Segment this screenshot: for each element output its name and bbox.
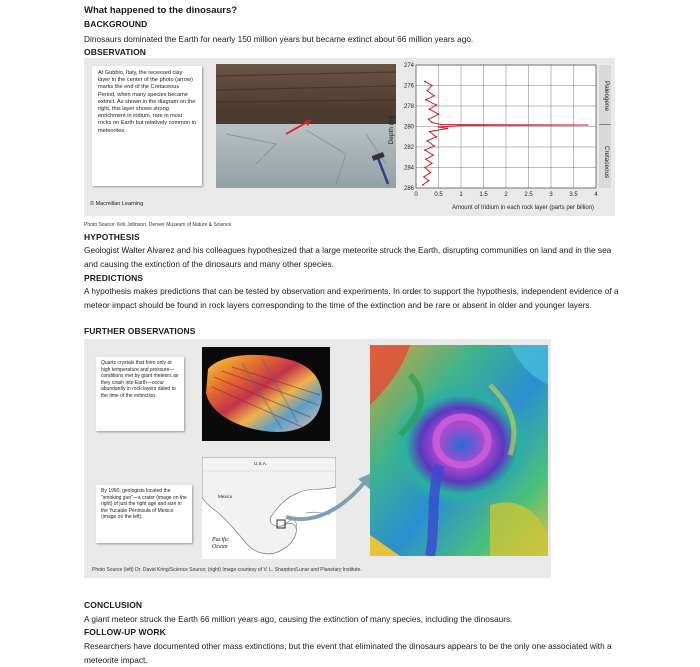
follow-up-text: Researchers have documented other mass extinctions, but the event that eliminated the dinosaurs appears to be the only one associated with a meteorite impact. <box>84 641 612 665</box>
chart-data-point <box>429 108 431 110</box>
chart-data-point <box>425 99 427 101</box>
chart-data-point <box>438 126 440 128</box>
crater-caption: By 1990, geologists located the "smoking gun"—a crater (image on the right) of just the right age and size in the Yucatán Peninsula of Mexico (image on the left). <box>96 485 192 543</box>
observation-figure <box>84 58 615 216</box>
chart-data-point <box>460 125 462 127</box>
chart-data-point <box>423 176 425 178</box>
hypothesis-text: Geologist Walter Alvarez and his colleagues hypothesized that a large meteorite struck the Earth, disrupting communities on land and in the sea and causing the extinction of the dinosaurs and many other species. <box>84 245 612 269</box>
chart-data-point <box>438 113 440 115</box>
chart-x-tick-label: 3 <box>549 192 553 198</box>
chart-data-point <box>433 145 435 147</box>
chart-y-tick-label: 286 <box>403 186 414 192</box>
chart-data-point <box>447 128 449 130</box>
conclusion-text: A giant meteor struck the Earth 66 million years ago, causing the extinction of many species, including the dinosaurs. <box>84 614 513 624</box>
chart-data-point <box>432 154 434 156</box>
chart-x-tick-label: 0 <box>414 192 418 198</box>
predictions-text: A hypothesis makes predictions that can be tested by observation and experiments. In order to support the hypothesis, independent evidence of a meteor impact should be found in rock layers corresponding to the time of the extinction and be rare or absent in older and younger layers. <box>84 286 619 310</box>
quartz-caption: Quartz crystals that form only at high temperature and pressure—conditions met by giant meteors as they crash into Earth—occur abundantly in rock layers dated to the time of the extinction. <box>96 357 184 431</box>
chart-x-tick-label: 0.5 <box>434 192 443 198</box>
page-title: What happened to the dinosaurs? <box>84 5 238 16</box>
chart-data-point <box>428 118 430 120</box>
background-text: Dinosaurs dominated the Earth for nearly 150 million years but became extinct about 66 million years ago. <box>84 34 474 44</box>
chart-y-tick-label: 274 <box>403 63 414 69</box>
chart-data-point <box>426 90 428 92</box>
chart-data-point <box>431 85 433 87</box>
chart-data-point <box>435 136 437 138</box>
further-observations-heading: FURTHER OBSERVATIONS <box>84 326 196 336</box>
chart-xlabel: Amount of Iridium in each rock layer (parts per billion) <box>451 205 595 211</box>
chart-y-tick-label: 276 <box>403 83 414 90</box>
chart-data-point <box>440 124 442 126</box>
chart-data-point <box>428 180 430 182</box>
chart-x-tick-label: 1.5 <box>479 192 488 198</box>
chart-data-point <box>431 163 433 165</box>
chart-x-tick-label: 1 <box>459 192 463 198</box>
chart-data-point <box>424 81 426 83</box>
chart-data-point <box>426 140 428 142</box>
chart-x-tick-label: 2.5 <box>524 192 533 198</box>
iridium-chart <box>384 60 615 218</box>
further-observations-figure <box>84 339 551 578</box>
copyright: © Macmillan Learning <box>90 201 144 207</box>
further-observations-photo-source: Photo Source (left) Dr. David Kring/Science Source; (right) Image courtesy of V. L. Sharpton/Lunar and Planetary Institute. <box>92 567 362 573</box>
chicxulub-crater-image <box>370 345 548 556</box>
map-label-mexico: Mexico <box>218 494 233 499</box>
chart-data-point <box>430 172 432 174</box>
shocked-quartz-photo <box>202 347 330 441</box>
observation-photo-source: Photo Source: Kirk Johnson, Denver Museum of Nature & Science. <box>84 222 233 228</box>
chart-data-point <box>424 167 426 169</box>
chart-data-point <box>424 149 426 151</box>
predictions-heading: PREDICTIONS <box>84 273 144 283</box>
map-label-usa: U.S.A. <box>254 461 268 466</box>
map-label-pacific: Pacific Ocean <box>212 537 229 550</box>
chart-x-tick-label: 2 <box>504 192 508 198</box>
background-heading: BACKGROUND <box>84 19 148 29</box>
chart-data-point <box>433 95 435 97</box>
chart-y-tick-label: 280 <box>403 124 414 131</box>
chart-data-point <box>586 124 588 126</box>
chart-y-tick-label: 278 <box>403 104 414 110</box>
chart-label-cretaceous: Cretaceous <box>603 145 610 179</box>
chart-data-point <box>435 104 437 106</box>
chart-data-point <box>431 122 433 124</box>
chart-data-point <box>425 158 427 160</box>
observation-caption: At Gubbio, Italy, the recessed clay layer in the center of the photo (arrow) marks the end of the Cretaceous Period, when many species became extinct. As shown in the diagram on the right, this layer shows strong enrichment in iridium, rare in most rocks on Earth but relatively common in meteorites. <box>92 66 202 186</box>
gubbio-photo <box>216 64 396 188</box>
chart-x-tick-label: 4 <box>594 192 598 198</box>
follow-up-heading: FOLLOW-UP WORK <box>84 627 166 637</box>
chart-ylabel: Depth (m) <box>388 115 395 145</box>
observation-heading: OBSERVATION <box>84 47 147 57</box>
conclusion-heading: CONCLUSION <box>84 600 143 610</box>
chart-label-paleogene: Paleogene <box>603 80 610 112</box>
map-to-crater-arrow-icon <box>284 467 384 527</box>
chart-x-tick-label: 3.5 <box>569 192 578 198</box>
hypothesis-heading: HYPOTHESIS <box>84 232 140 242</box>
chart-data-point <box>422 184 424 186</box>
chart-y-tick-label: 284 <box>403 165 414 172</box>
chart-data-point <box>429 131 431 133</box>
chart-y-tick-label: 282 <box>403 145 414 151</box>
